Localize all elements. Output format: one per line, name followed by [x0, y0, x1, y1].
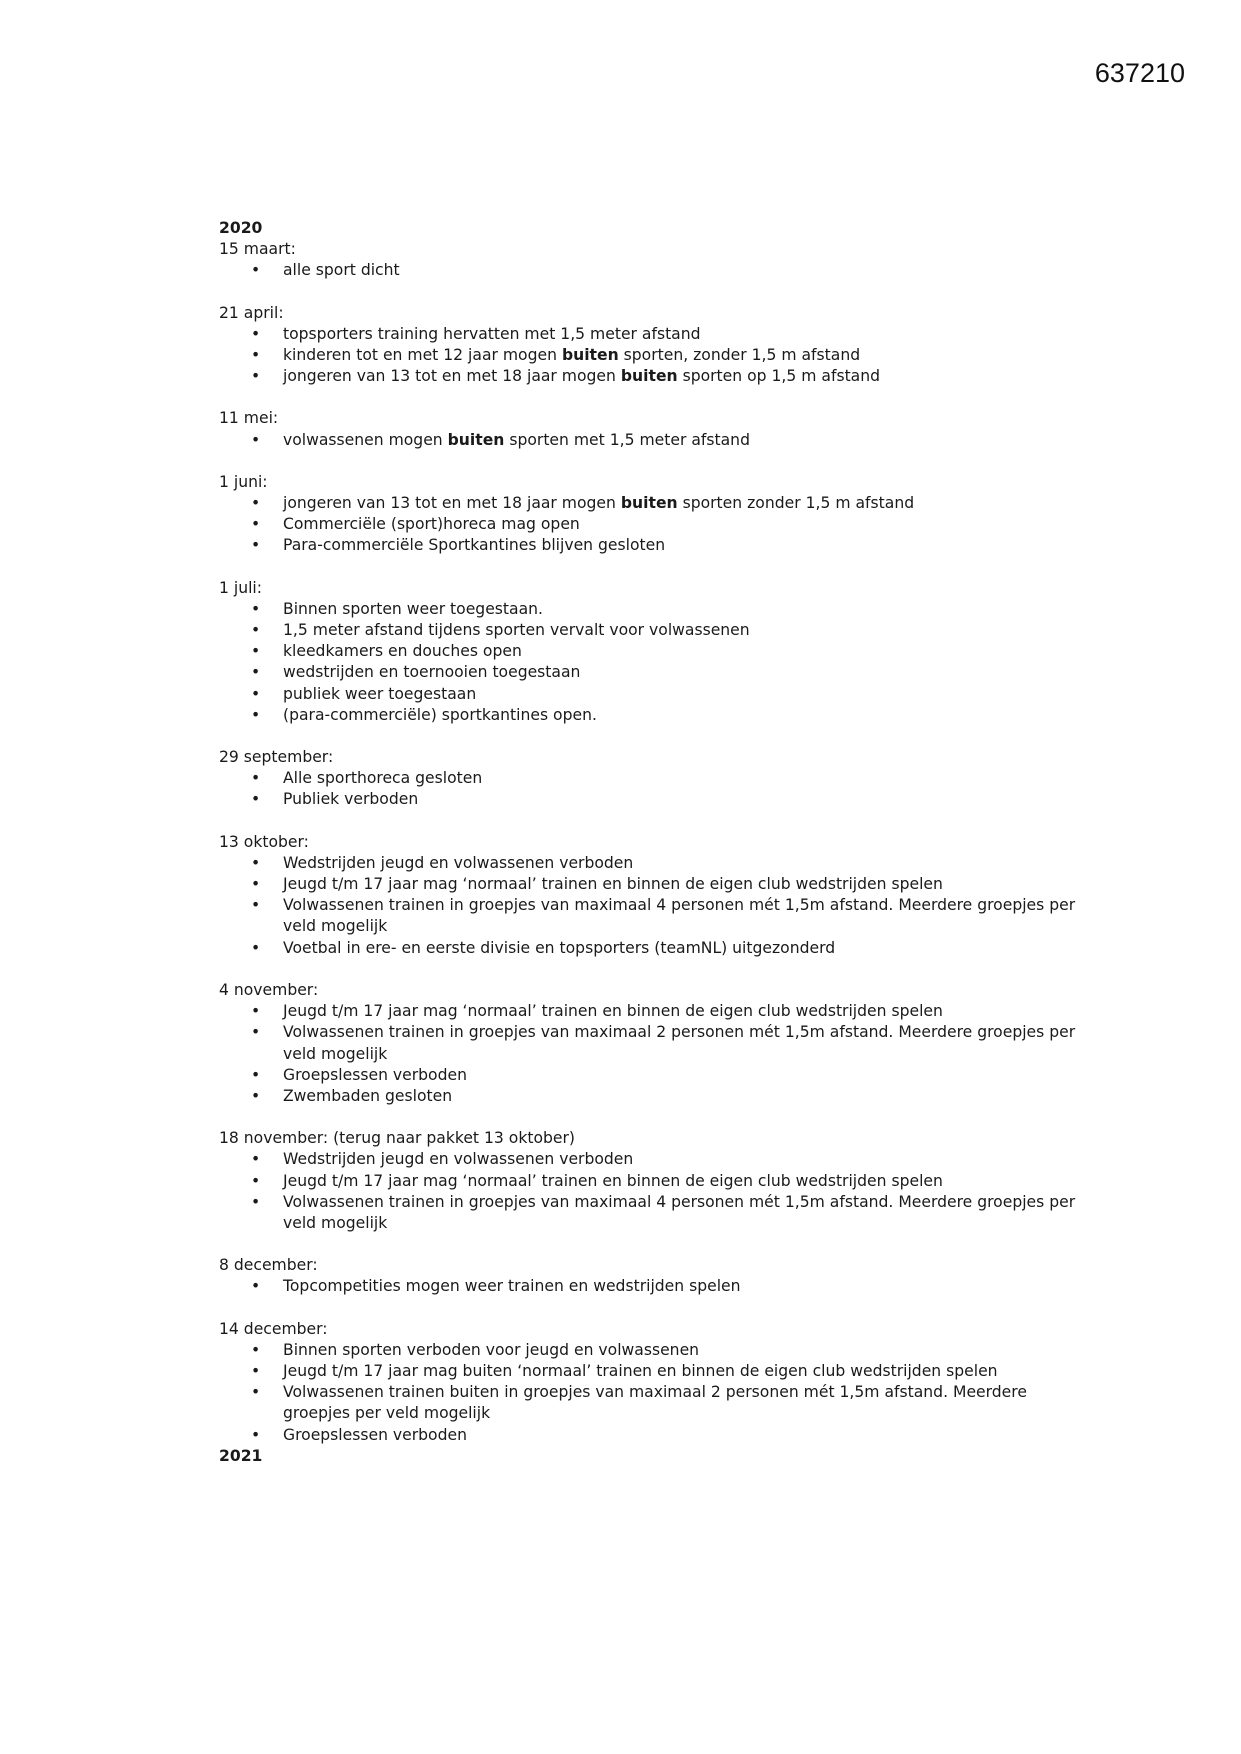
item-text: Volwassenen trainen buiten in groepjes van maximaal 2 personen mét 1,5m afstand. Meerdere groepjes per veld mogelijk [283, 1383, 1027, 1423]
timeline-sections [219, 239, 1079, 1446]
timeline-section [219, 408, 1079, 450]
emphasis-text: buiten [620, 367, 678, 386]
item-text: alle sport dicht [283, 261, 400, 280]
timeline-section [219, 578, 1079, 726]
list-item [219, 1192, 1079, 1234]
date-heading: 11 mei: [219, 409, 279, 428]
list-item [219, 1001, 1079, 1022]
measures-list [219, 853, 1079, 959]
list-item [219, 1086, 1079, 1107]
date-heading: 15 maart: [219, 240, 296, 259]
item-text: sporten, zonder 1,5 m afstand [618, 346, 861, 365]
list-item [219, 599, 1079, 620]
list-item [219, 260, 1079, 281]
timeline-section [219, 303, 1079, 388]
item-text: Jeugd t/m 17 jaar mag ‘normaal’ trainen en binnen de eigen club wedstrijden spelen [283, 1002, 943, 1021]
item-text: Commerciële (sport)horeca mag open [283, 515, 580, 534]
list-item [219, 620, 1079, 641]
item-text: Publiek verboden [283, 790, 419, 809]
item-text: Voetbal in ere- en eerste divisie en topsporters (teamNL) uitgezonderd [283, 938, 836, 957]
year-heading-2021: 2021 [219, 1446, 263, 1465]
list-item [219, 938, 1079, 959]
item-text: sporten op 1,5 m afstand [677, 367, 881, 386]
item-text: Topcompetities mogen weer trainen en wedstrijden spelen [283, 1277, 741, 1296]
item-text: Jeugd t/m 17 jaar mag ‘normaal’ trainen en binnen de eigen club wedstrijden spelen [283, 875, 943, 894]
list-item [219, 366, 1079, 387]
item-text: Binnen sporten verboden voor jeugd en volwassenen [283, 1340, 700, 1359]
list-item [219, 705, 1079, 726]
item-text: jongeren van 13 tot en met 18 jaar mogen [283, 494, 621, 513]
timeline-section [219, 747, 1079, 811]
list-item [219, 684, 1079, 705]
timeline-section [219, 1255, 1079, 1297]
item-text: Alle sporthoreca gesloten [283, 769, 483, 788]
item-text: publiek weer toegestaan [283, 684, 477, 703]
date-heading: 13 oktober: [219, 832, 309, 851]
list-item [219, 874, 1079, 895]
measures-list [219, 430, 1079, 451]
item-text: Zwembaden gesloten [283, 1086, 453, 1105]
item-text: (para-commerciële) sportkantines open. [283, 705, 597, 724]
item-text: Groepslessen verboden [283, 1425, 467, 1444]
document-number: 637210 [1094, 58, 1185, 88]
list-item [219, 789, 1079, 810]
measures-list [219, 260, 1079, 281]
list-item [219, 662, 1079, 683]
list-item [219, 324, 1079, 345]
item-text: topsporters training hervatten met 1,5 meter afstand [283, 324, 701, 343]
measures-list [219, 1276, 1079, 1297]
list-item [219, 1276, 1079, 1297]
item-text: Volwassenen trainen in groepjes van maximaal 4 personen mét 1,5m afstand. Meerdere groepjes per veld mogelijk [283, 1192, 1076, 1232]
measures-list [219, 493, 1079, 557]
timeline-section [219, 472, 1079, 557]
item-text: Volwassenen trainen in groepjes van maximaal 2 personen mét 1,5m afstand. Meerdere groepjes per veld mogelijk [283, 1023, 1076, 1063]
measures-list [219, 768, 1079, 810]
item-text: Groepslessen verboden [283, 1065, 467, 1084]
item-text: Para-commerciële Sportkantines blijven gesloten [283, 536, 666, 555]
document-body [219, 218, 1079, 1467]
list-item [219, 430, 1079, 451]
list-item [219, 1340, 1079, 1361]
timeline-section [219, 832, 1079, 959]
measures-list [219, 599, 1079, 726]
date-heading: 29 september: [219, 748, 334, 767]
date-heading: 18 november: (terug naar pakket 13 oktober) [219, 1129, 576, 1148]
list-item [219, 641, 1079, 662]
list-item [219, 853, 1079, 874]
item-text: sporten met 1,5 meter afstand [504, 430, 750, 449]
date-heading: 14 december: [219, 1319, 328, 1338]
emphasis-text: buiten [620, 494, 678, 513]
year-heading-2020: 2020 [219, 219, 263, 237]
list-item [219, 345, 1079, 366]
measures-list [219, 324, 1079, 388]
list-item [219, 493, 1079, 514]
item-text: Binnen sporten weer toegestaan. [283, 599, 543, 618]
list-item [219, 895, 1079, 937]
list-item [219, 1171, 1079, 1192]
date-heading: 21 april: [219, 303, 284, 322]
item-text: jongeren van 13 tot en met 18 jaar mogen [283, 367, 621, 386]
item-text: kinderen tot en met 12 jaar mogen [283, 346, 562, 365]
date-heading: 4 november: [219, 980, 319, 999]
emphasis-text: buiten [561, 346, 619, 365]
measures-list [219, 1340, 1079, 1446]
list-item [219, 1065, 1079, 1086]
timeline-section [219, 980, 1079, 1107]
list-item [219, 1425, 1079, 1446]
item-text: Jeugd t/m 17 jaar mag buiten ‘normaal’ trainen en binnen de eigen club wedstrijden spelen [283, 1361, 998, 1380]
item-text: Wedstrijden jeugd en volwassenen verboden [283, 1150, 634, 1169]
item-text: sporten zonder 1,5 m afstand [677, 494, 915, 513]
list-item [219, 535, 1079, 556]
list-item [219, 1382, 1079, 1424]
item-text: Wedstrijden jeugd en volwassenen verboden [283, 853, 634, 872]
date-heading: 8 december: [219, 1256, 318, 1275]
list-item [219, 768, 1079, 789]
list-item [219, 1149, 1079, 1170]
item-text: 1,5 meter afstand tijdens sporten vervalt voor volwassenen [283, 621, 750, 640]
measures-list [219, 1001, 1079, 1107]
emphasis-text: buiten [447, 430, 505, 449]
item-text: kleedkamers en douches open [283, 642, 522, 661]
timeline-section [219, 1319, 1079, 1446]
item-text: Jeugd t/m 17 jaar mag ‘normaal’ trainen en binnen de eigen club wedstrijden spelen [283, 1171, 943, 1190]
timeline-section [219, 239, 1079, 281]
date-heading: 1 juni: [219, 472, 268, 491]
measures-list [219, 1149, 1079, 1234]
item-text: wedstrijden en toernooien toegestaan [283, 663, 581, 682]
item-text: volwassenen mogen [283, 430, 448, 449]
timeline-section [219, 1128, 1079, 1234]
list-item [219, 1361, 1079, 1382]
list-item [219, 1022, 1079, 1064]
item-text: Volwassenen trainen in groepjes van maximaal 4 personen mét 1,5m afstand. Meerdere groepjes per veld mogelijk [283, 896, 1076, 936]
date-heading: 1 juli: [219, 578, 263, 597]
list-item [219, 514, 1079, 535]
